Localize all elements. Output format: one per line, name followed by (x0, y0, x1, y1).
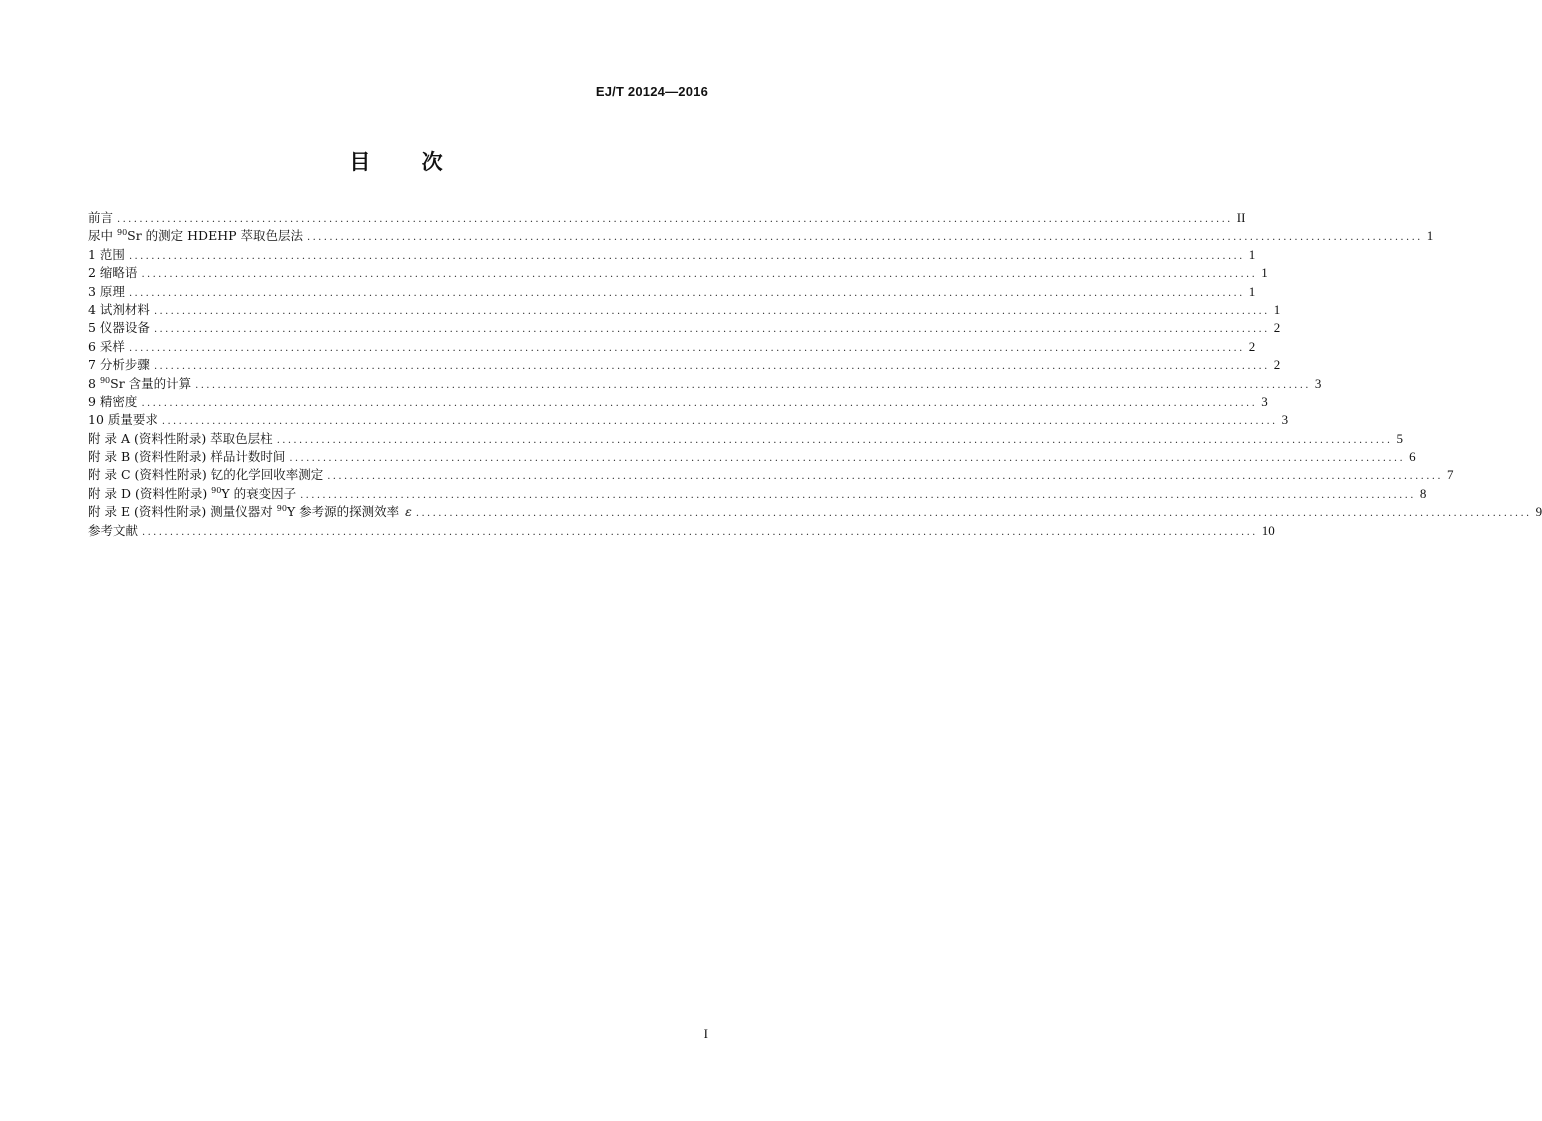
dot-leader: ........................................................................................................................................................................................................ (195, 379, 1311, 391)
toc-entry-label: 1 范围 (88, 246, 125, 262)
toc-entry-page: 1 (1248, 246, 1256, 262)
toc-entry-quality[interactable] (88, 411, 1289, 429)
dot-leader: ........................................................................................................................................................................................................ (141, 269, 1258, 281)
toc-entry-annex-b[interactable] (88, 448, 1416, 466)
toc-entry-precision[interactable] (88, 393, 1268, 411)
toc-entry-label: 附 录 D (资料性附录) $^{90}$Y 的衰变因子 (88, 485, 297, 501)
toc-entry-page: 3 (1261, 393, 1268, 409)
dot-leader: ........................................................................................................................................................................................................ (128, 342, 1245, 354)
toc-entry-label: 尿中 $^{90}$Sr 的测定 HDEHP 萃取色层法 (88, 228, 303, 244)
toc-entry-label: 附 录 E (资料性附录) 测量仪器对 $^{90}$Y 参考源的探测效率 ε (88, 504, 412, 520)
dot-leader: ........................................................................................................................................................................................................ (117, 214, 1233, 225)
toc-entry-reagents[interactable] (88, 301, 1281, 319)
toc-entry-label: 6 采样 (88, 338, 125, 354)
toc-entry-label: 10 质量要求 (88, 412, 158, 428)
standard-code: EJ/T 20124—2016 (595, 84, 708, 99)
dot-leader: ........................................................................................................................................................................................................ (142, 526, 1258, 538)
toc-entry-annex-a[interactable] (88, 430, 1403, 448)
toc-entry-page: 3 (1314, 375, 1322, 391)
toc-entry-label: 2 缩略语 (88, 265, 138, 281)
dot-leader: ........................................................................................................................................................................................................ (141, 397, 1258, 409)
toc-entry-page: 7 (1446, 467, 1454, 483)
toc-entry-label: 9 精密度 (88, 393, 138, 409)
toc-entry-label: 7 分析步骤 (88, 357, 150, 373)
toc-entry-page: 1 (1248, 283, 1256, 299)
toc-entry-label: 前言 (88, 210, 114, 225)
toc-entry-page: 9 (1535, 504, 1542, 520)
toc-entry-procedure[interactable] (88, 356, 1281, 374)
toc-entry-page: 2 (1248, 338, 1256, 354)
dot-leader: ........................................................................................................................................................................................................ (161, 416, 1278, 428)
dot-leader: ........................................................................................................................................................................................................ (276, 434, 1393, 446)
toc-entry-page: 8 (1419, 485, 1427, 501)
dot-leader: ........................................................................................................................................................................................................ (128, 250, 1245, 262)
toc-entry-page: 2 (1273, 357, 1281, 373)
dot-leader: ........................................................................................................................................................................................................ (289, 453, 1406, 465)
toc-entry-annex-d[interactable] (88, 485, 1427, 503)
toc-entry-label: 附 录 A (资料性附录) 萃取色层柱 (88, 430, 273, 446)
toc-entry-page: II (1236, 210, 1246, 225)
toc-entry-main-title[interactable] (88, 227, 1434, 245)
toc-entry-apparatus[interactable] (88, 319, 1281, 337)
dot-leader: ........................................................................................................................................................................................................ (415, 508, 1532, 520)
toc-entry-label: 4 试剂材料 (88, 301, 150, 317)
toc-entry-references[interactable] (88, 522, 1275, 540)
toc-entry-label: 3 原理 (88, 283, 125, 299)
table-of-contents (88, 209, 1542, 540)
toc-entry-abbreviations[interactable] (88, 264, 1268, 282)
toc-entry-label: 5 仪器设备 (88, 320, 150, 336)
toc-entry-label: 8 $^{90}$Sr 含量的计算 (88, 375, 192, 391)
toc-entry-label: 参考文献 (88, 522, 139, 538)
toc-entry-sampling[interactable] (88, 338, 1256, 356)
dot-leader: ........................................................................................................................................................................................................ (327, 471, 1443, 483)
dot-leader: ........................................................................................................................................................................................................ (153, 361, 1270, 373)
toc-entry-annex-c[interactable] (88, 466, 1454, 484)
toc-entry-foreword[interactable] (88, 209, 1246, 227)
toc-entry-label: 附 录 C (资料性附录) 钇的化学回收率测定 (88, 467, 324, 483)
toc-entry-page: 2 (1273, 320, 1281, 336)
toc-entry-page: 1 (1261, 265, 1268, 281)
epsilon-symbol: ε (405, 504, 412, 520)
toc-entry-page: 10 (1261, 522, 1275, 538)
dot-leader: ........................................................................................................................................................................................................ (128, 287, 1245, 299)
toc-entry-principle[interactable] (88, 283, 1256, 301)
dot-leader: ........................................................................................................................................................................................................ (307, 232, 1423, 244)
toc-entry-annex-e[interactable] (88, 503, 1542, 521)
toc-title: 目 次 (349, 150, 465, 174)
toc-entry-page: 6 (1409, 449, 1416, 465)
page-number: I (703, 1026, 708, 1041)
toc-entry-label: 附 录 B (资料性附录) 样品计数时间 (88, 449, 286, 465)
dot-leader: ........................................................................................................................................................................................................ (153, 305, 1270, 317)
toc-entry-page: 1 (1426, 228, 1434, 244)
toc-entry-page: 3 (1281, 412, 1289, 428)
dot-leader: ........................................................................................................................................................................................................ (153, 324, 1270, 336)
toc-entry-page: 1 (1273, 301, 1281, 317)
toc-entry-page: 5 (1396, 430, 1403, 446)
toc-entry-calculation[interactable] (88, 375, 1322, 393)
dot-leader: ........................................................................................................................................................................................................ (300, 489, 1416, 501)
toc-entry-scope[interactable] (88, 246, 1256, 264)
